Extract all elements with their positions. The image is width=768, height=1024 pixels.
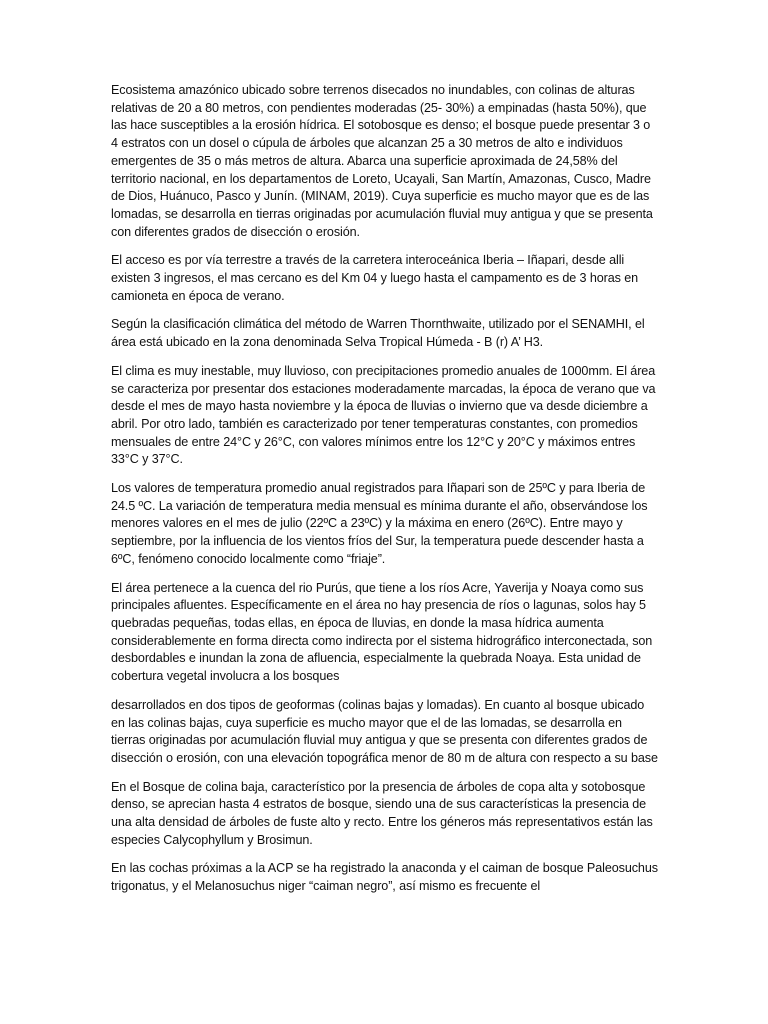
- paragraph-climate-classification: Según la clasificación climática del método de Warren Thornthwaite, utilizado por el SENAMHI, el área está ubicado en la zona denominada Selva Tropical Húmeda - B (r) A’ H3.: [111, 317, 645, 350]
- paragraph-forest: En el Bosque de colina baja, característico por la presencia de árboles de copa alta y sotobosque denso, se aprecian hasta 4 estratos de bosque, siendo una de sus características la presencia de una alta densidad de árboles de fuste alto y recto. Entre los géneros más representativos están las especies Calycophyllum y Brosimun.: [111, 779, 653, 847]
- document-body: [111, 82, 659, 907]
- paragraph-hydrography: El área pertenece a la cuenca del rio Purús, que tiene a los ríos Acre, Yaverija y Noaya como sus principales afluentes. Específicamente en el área no hay presencia de ríos o lagunas, solos hay 5 quebradas pequeñas, todas ellas, en época de lluvias, en donde la masa hídrica aumenta considerablemente en forma directa como indirecta por el sistema hidrográfico interconectada, son desbordables e inundan la zona de afluencia, especialmente la quebrada Noaya. Esta unidad de cobertura vegetal involucra a los bosques: [111, 580, 653, 684]
- paragraph-fauna: En las cochas próximas a la ACP se ha registrado la anaconda y el caiman de bosque Paleosuchus trigonatus, y el Melanosuchus niger “caiman negro”, así mismo es frecuente el: [111, 861, 658, 894]
- paragraph-geoforms: desarrollados en dos tipos de geoformas (colinas bajas y lomadas). En cuanto al bosque ubicado en las colinas bajas, cuya superficie es mucho mayor que el de las lomadas, se desarrolla en tierras originadas por acumulación fluvial muy antigua y que se presenta con diferentes grados de disección o erosión, con una elevación topográfica menor de 80 m de altura con respecto a su base: [111, 697, 658, 765]
- paragraph-access: El acceso es por vía terrestre a través de la carretera interoceánica Iberia – Iñapari, desde alli existen 3 ingresos, el mas cercano es del Km 04 y luego hasta el campamento es de 3 horas en camioneta en época de verano.: [111, 253, 639, 303]
- paragraph-climate: El clima es muy inestable, muy lluvioso, con precipitaciones promedio anuales de 1000mm. El área se caracteriza por presentar dos estaciones moderadamente marcadas, la época de verano que va desde el mes de mayo hasta noviembre y la época de lluvias o invierno que va desde diciembre a abril. Por otro lado, también es caracterizado por tener temperaturas constantes, con promedios mensuales de entre 24°C y 26°C, con valores mínimos entre los 12°C y 20°C y máximos entres 33°C y 37°C.: [111, 363, 656, 467]
- paragraph-ecosystem: Ecosistema amazónico ubicado sobre terrenos disecados no inundables, con colinas de alturas relativas de 20 a 80 metros, con pendientes moderadas (25- 30%) a empinadas (hasta 50%), que las hace susceptibles a la erosión hídrica. El sotobosque es denso; el bosque puede presentar 3 o 4 estratos con un dosel o cúpula de árboles que alcanzan 25 a 30 metros de alto e individuos emergentes de 35 o más metros de altura. Abarca una superficie aproximada de 24,58% del territorio nacional, en los departamentos de Loreto, Ucayali, San Martín, Amazonas, Cusco, Madre de Dios, Huánuco, Pasco y Junín. (MINAM, 2019). Cuya superficie es mucho mayor que es de las lomadas, se desarrolla en tierras originadas por acumulación fluvial muy antigua y que se presenta con diferentes grados de disección o erosión.: [111, 83, 653, 239]
- paragraph-temperature: Los valores de temperatura promedio anual registrados para Iñapari son de 25ºC y para Iberia de 24.5 ºC. La variación de temperatura media mensual es mínima durante el año, observándose los menores valores en el mes de julio (22ºC a 23ºC) y la máxima en enero (26ºC). Entre mayo y septiembre, por la influencia de los vientos fríos del Sur, la temperatura puede descender hasta a 6ºC, fenómeno conocido localmente como “friaje”.: [111, 481, 648, 566]
